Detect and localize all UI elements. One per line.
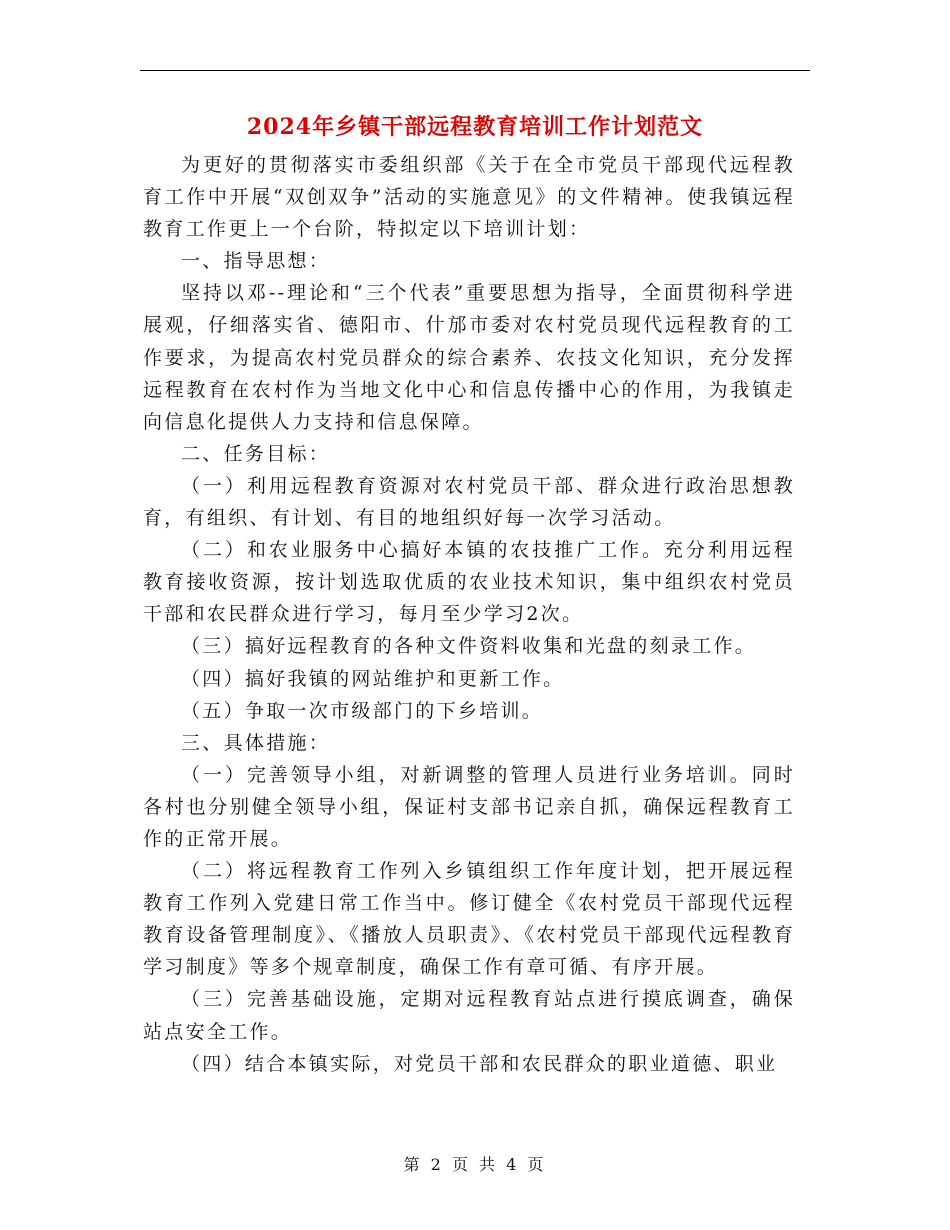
- paragraph-goal-5: （五）争取一次市级部门的下乡培训。: [181, 699, 544, 722]
- header-rule: [140, 70, 810, 71]
- document-body: [143, 149, 795, 1080]
- section-heading-measures: 三、具体措施：: [181, 731, 331, 754]
- paragraph-intro: 为更好的贯彻落实市委组织部《关于在全市党员干部现代远程教育工作中开展“双创双争”活动的实施意见》的文件精神。使我镇远程教育工作更上一个台阶，特拟定以下培训计划：: [143, 154, 795, 241]
- paragraph-measure-2: （二）将远程教育工作列入乡镇组织工作年度计划，把开展远程教育工作列入党建日常工作当中。修订健全《农村党员干部现代远程教育设备管理制度》、《播放人员职责》、《农村党员干部现代远程教育学习制度》等多个规章制度，确保工作有章可循、有序开展。: [143, 860, 795, 979]
- paragraph-goal-4: （四）搞好我镇的网站维护和更新工作。: [181, 667, 565, 690]
- paragraph-goal-2: （二）和农业服务中心搞好本镇的农技推广工作。充分利用远程教育接收资源，按计划选取优质的农业技术知识，集中组织农村党员干部和农民群众进行学习，每月至少学习2次。: [143, 539, 795, 626]
- paragraph-measure-4: （四）结合本镇实际，对党员干部和农民群众的职业道德、职业: [181, 1052, 778, 1075]
- section-heading-task-goals: 二、任务目标：: [181, 442, 331, 465]
- paragraph-measure-3: （三）完善基础设施，定期对远程教育站点进行摸底调查，确保站点安全工作。: [143, 988, 795, 1043]
- document-title: 2024年乡镇干部远程教育培训工作计划范文: [246, 114, 704, 140]
- paragraph-guiding-thought: 坚持以邓--理论和“三个代表”重要思想为指导，全面贯彻科学进展观，仔细落实省、德阳市、什邡市委对农村党员现代远程教育的工作要求，为提高农村党员群众的综合素养、农技文化知识，充分发挥远程教育在农村作为当地文化中心和信息传播中心的作用，为我镇走向信息化提供人力支持和信息保障。: [143, 282, 795, 433]
- section-heading-guiding-thought: 一、指导思想：: [181, 250, 331, 273]
- paragraph-goal-1: （一）利用远程教育资源对农村党员干部、群众进行政治思想教育，有组织、有计划、有目的地组织好每一次学习活动。: [143, 474, 795, 530]
- paragraph-measure-1: （一）完善领导小组，对新调整的管理人员进行业务培训。同时各村也分别健全领导小组，保证村支部书记亲自抓，确保远程教育工作的正常开展。: [143, 763, 795, 850]
- page-footer: 第 2 页 共 4 页: [403, 1155, 547, 1174]
- paragraph-goal-3: （三）搞好远程教育的各种文件资料收集和光盘的刻录工作。: [181, 635, 757, 658]
